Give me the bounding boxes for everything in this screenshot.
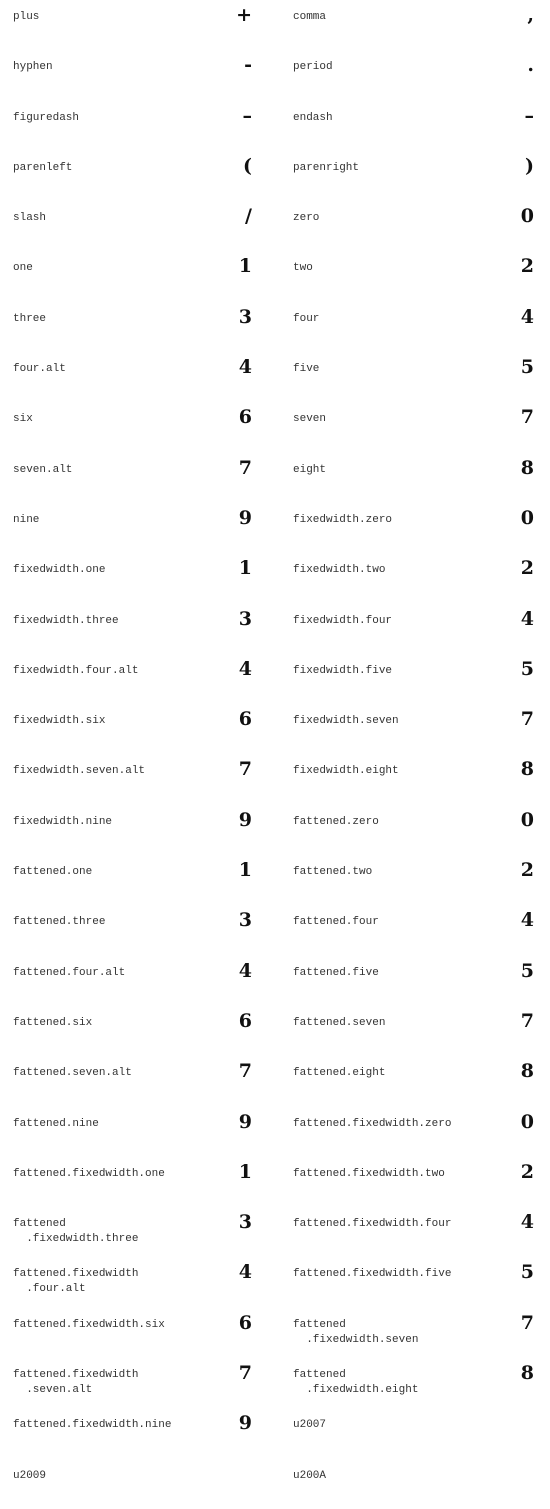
glyph-cell-right — [280, 101, 550, 151]
glyph-name: seven.alt — [13, 463, 73, 476]
glyph-cell-right — [280, 805, 550, 855]
glyph-row — [0, 0, 550, 50]
glyph-name: endash — [293, 111, 333, 124]
glyph-sample: 9 — [238, 808, 252, 831]
glyph-sample: 0 — [520, 808, 534, 831]
glyph-sample: 6 — [238, 1311, 252, 1334]
glyph-name: period — [293, 61, 333, 74]
glyph-cell-left — [0, 453, 280, 503]
glyph-cell-left — [0, 1056, 280, 1106]
glyph-name: plus — [13, 11, 40, 23]
glyph-sample: 8 — [520, 456, 534, 479]
glyph-row — [0, 453, 550, 503]
glyph-sample: 4 — [238, 657, 252, 680]
glyph-sample: , — [527, 4, 534, 26]
glyph-sample: 3 — [238, 1211, 252, 1234]
glyph-cell-left — [0, 754, 280, 804]
glyph-cell-right — [280, 503, 550, 553]
glyph-name: fattened.five — [293, 966, 379, 979]
glyph-sample: ( — [243, 154, 252, 177]
glyph-row — [0, 905, 550, 955]
glyph-cell-right — [280, 402, 550, 452]
glyph-name: fixedwidth.seven.alt — [13, 765, 146, 778]
glyph-name: fattened.fixedwidth.five — [293, 1268, 452, 1281]
glyph-name: fixedwidth.four.alt — [13, 664, 139, 677]
glyph-name: fattened.fixedwidth.four — [293, 1218, 452, 1231]
glyph-sample: 8 — [520, 1060, 534, 1083]
glyph-name: fixedwidth.eight — [293, 765, 399, 778]
glyph-name: three — [13, 312, 47, 325]
glyph-sample: 1 — [238, 255, 252, 278]
glyph-name: fattened.fixedwidth.nine — [13, 1419, 172, 1432]
glyph-name: fattened.fixedwidth .four.alt — [13, 1268, 139, 1296]
glyph-sample: 7 — [238, 1060, 252, 1083]
glyph-cell-right — [280, 251, 550, 301]
glyph-cell-right — [280, 1408, 550, 1458]
glyph-cell-left — [0, 1006, 280, 1056]
glyph-row — [0, 1056, 550, 1106]
glyph-sample: 1 — [238, 1160, 252, 1183]
glyph-name: eight — [293, 463, 327, 476]
glyph-sample: 3 — [238, 305, 252, 328]
glyph-name: fattened.seven.alt — [13, 1067, 132, 1080]
glyph-name: one — [13, 262, 33, 275]
glyph-cell-left — [0, 151, 280, 201]
glyph-cell-right — [280, 1207, 550, 1257]
glyph-cell-left — [0, 1207, 280, 1257]
glyph-name: fattened.zero — [293, 815, 379, 828]
glyph-name: fattened.one — [13, 866, 93, 879]
glyph-cell-left — [0, 704, 280, 754]
glyph-sample: 7 — [238, 456, 252, 479]
glyph-sample: 7 — [238, 1362, 252, 1385]
glyph-cell-right — [280, 1107, 550, 1157]
glyph-sample: 9 — [238, 506, 252, 529]
glyph-cell-right — [280, 956, 550, 1006]
glyph-name: zero — [293, 212, 320, 225]
glyph-sample: 2 — [520, 1160, 534, 1183]
glyph-name: fixedwidth.two — [293, 564, 386, 577]
glyph-name: fixedwidth.zero — [293, 513, 393, 526]
glyph-sample: 6 — [238, 1009, 252, 1032]
glyph-row — [0, 604, 550, 654]
glyph-row — [0, 1257, 550, 1307]
glyph-sample: 7 — [520, 1009, 534, 1032]
glyph-row — [0, 553, 550, 603]
glyph-row — [0, 1157, 550, 1207]
glyph-row — [0, 201, 550, 251]
glyph-row — [0, 251, 550, 301]
glyph-sample: 4 — [520, 909, 534, 932]
glyph-row — [0, 1459, 550, 1509]
glyph-cell-right — [280, 1257, 550, 1307]
glyph-sample: 7 — [520, 1311, 534, 1334]
glyph-name: slash — [13, 212, 47, 225]
glyph-name: u2007 — [293, 1419, 327, 1432]
glyph-cell-right — [280, 704, 550, 754]
glyph-cell-right — [280, 654, 550, 704]
glyph-name: fattened .fixedwidth.seven — [293, 1318, 419, 1346]
glyph-row — [0, 956, 550, 1006]
glyph-row — [0, 704, 550, 754]
glyph-cell-left — [0, 1107, 280, 1157]
glyph-row — [0, 352, 550, 402]
glyph-name: fattened.two — [293, 866, 373, 879]
glyph-cell-left — [0, 503, 280, 553]
glyph-sample: 0 — [520, 506, 534, 529]
glyph-name: fattened.nine — [13, 1117, 99, 1130]
glyph-sample: 1 — [238, 859, 252, 882]
glyph-sample: - — [244, 54, 252, 77]
glyph-row — [0, 1006, 550, 1056]
glyph-row — [0, 1358, 550, 1408]
glyph-name: fattened.fixedwidth.one — [13, 1167, 165, 1180]
glyph-sample: 2 — [520, 859, 534, 882]
glyph-cell-left — [0, 201, 280, 251]
glyph-sample: ) — [525, 154, 534, 177]
glyph-sample: 2 — [520, 255, 534, 278]
glyph-row — [0, 855, 550, 905]
glyph-sample: 7 — [520, 406, 534, 429]
glyph-name: fattened.fixedwidth.six — [13, 1318, 165, 1331]
glyph-sample: 0 — [520, 1110, 534, 1133]
glyph-cell-right — [280, 553, 550, 603]
glyph-name: fattened.seven — [293, 1016, 386, 1029]
glyph-name: parenleft — [13, 161, 73, 174]
glyph-cell-right — [280, 1056, 550, 1106]
glyph-sample: 7 — [520, 708, 534, 731]
glyph-cell-left — [0, 855, 280, 905]
glyph-name: seven — [293, 413, 327, 426]
glyph-cell-left — [0, 402, 280, 452]
glyph-cell-left — [0, 1157, 280, 1207]
glyph-name: four.alt — [13, 363, 66, 376]
glyph-cell-left — [0, 905, 280, 955]
glyph-row — [0, 1207, 550, 1257]
glyph-cell-left — [0, 101, 280, 151]
glyph-row — [0, 1408, 550, 1458]
glyph-sample: 6 — [238, 708, 252, 731]
glyph-name: parenright — [293, 161, 360, 174]
glyph-name: fattened.fixedwidth .seven.alt — [13, 1369, 139, 1397]
glyph-name: fattened.eight — [293, 1067, 386, 1080]
glyph-cell-left — [0, 553, 280, 603]
glyph-name: fattened.fixedwidth.two — [293, 1167, 445, 1180]
glyph-row — [0, 151, 550, 201]
glyph-cell-left — [0, 805, 280, 855]
glyph-cell-right — [280, 201, 550, 251]
glyph-sample: 5 — [520, 657, 534, 680]
glyph-cell-right — [280, 453, 550, 503]
glyph-name: fattened.three — [13, 916, 106, 929]
glyph-sample: . — [527, 54, 534, 77]
glyph-sample: 4 — [238, 1261, 252, 1284]
glyph-sample: 6 — [238, 406, 252, 429]
glyph-cell-left — [0, 604, 280, 654]
glyph-sample: 5 — [520, 356, 534, 379]
glyph-sample: 5 — [520, 1261, 534, 1284]
glyph-row — [0, 805, 550, 855]
glyph-cell-left — [0, 50, 280, 100]
glyph-sample: 3 — [238, 607, 252, 630]
glyph-cell-right — [280, 0, 550, 50]
glyph-cell-right — [280, 1006, 550, 1056]
glyph-cell-left — [0, 956, 280, 1006]
glyph-cell-right — [280, 50, 550, 100]
glyph-sample: 9 — [238, 1110, 252, 1133]
glyph-row — [0, 402, 550, 452]
glyph-cell-left — [0, 251, 280, 301]
glyph-name: fixedwidth.four — [293, 614, 393, 627]
glyph-row — [0, 1308, 550, 1358]
glyph-name: hyphen — [13, 61, 53, 74]
glyph-cell-left — [0, 1408, 280, 1458]
glyph-name: fixedwidth.six — [13, 715, 106, 728]
glyph-name: fattened.four — [293, 916, 379, 929]
glyph-name: nine — [13, 513, 40, 526]
glyph-row — [0, 101, 550, 151]
glyph-cell-right — [280, 905, 550, 955]
glyph-row — [0, 1107, 550, 1157]
glyph-cell-left — [0, 1257, 280, 1307]
glyph-cell-right — [280, 1358, 550, 1408]
glyph-name: fattened.four.alt — [13, 966, 126, 979]
glyph-row — [0, 754, 550, 804]
glyph-sample: 2 — [520, 557, 534, 580]
glyph-name: fattened.six — [13, 1016, 93, 1029]
glyph-name: fixedwidth.one — [13, 564, 106, 577]
glyph-sample: – — [524, 104, 534, 127]
glyph-cell-left — [0, 1358, 280, 1408]
glyph-cell-right — [280, 754, 550, 804]
glyph-name: fattened .fixedwidth.eight — [293, 1369, 419, 1397]
glyph-name: fixedwidth.three — [13, 614, 119, 627]
glyph-cell-right — [280, 1459, 550, 1509]
glyph-sample: 8 — [520, 758, 534, 781]
glyph-name: fixedwidth.nine — [13, 815, 113, 828]
glyph-cell-left — [0, 0, 280, 50]
glyph-sample: 3 — [238, 909, 252, 932]
glyph-row — [0, 302, 550, 352]
glyph-sample: 4 — [238, 356, 252, 379]
glyph-sample: 9 — [238, 1412, 252, 1435]
glyph-cell-right — [280, 1308, 550, 1358]
glyph-name: fixedwidth.seven — [293, 715, 399, 728]
glyph-cell-left — [0, 1459, 280, 1509]
glyph-sample: 4 — [520, 1211, 534, 1234]
glyph-name: u2009 — [13, 1469, 47, 1482]
glyph-cell-left — [0, 654, 280, 704]
glyph-cell-right — [280, 151, 550, 201]
glyph-name: fattened .fixedwidth.three — [13, 1218, 139, 1246]
glyph-cell-right — [280, 352, 550, 402]
glyph-name: six — [13, 413, 33, 426]
glyph-sample: 4 — [520, 305, 534, 328]
glyph-cell-left — [0, 1308, 280, 1358]
glyph-row — [0, 503, 550, 553]
glyph-cell-right — [280, 604, 550, 654]
glyph-sample: / — [245, 205, 252, 228]
glyph-sample: 8 — [520, 1362, 534, 1385]
glyph-sample: 7 — [238, 758, 252, 781]
glyph-name: comma — [293, 11, 327, 23]
glyph-name: figuredash — [13, 111, 80, 124]
glyph-cell-right — [280, 1157, 550, 1207]
glyph-cell-right — [280, 855, 550, 905]
glyph-row — [0, 654, 550, 704]
glyph-name: u200A — [293, 1469, 327, 1482]
glyph-sample: 5 — [520, 959, 534, 982]
glyph-name: fixedwidth.five — [293, 664, 393, 677]
glyph-cell-left — [0, 352, 280, 402]
glyph-name: two — [293, 262, 313, 275]
glyph-row — [0, 50, 550, 100]
glyph-cell-left — [0, 302, 280, 352]
glyph-sample: 4 — [238, 959, 252, 982]
glyph-name: four — [293, 312, 320, 325]
glyph-cell-right — [280, 302, 550, 352]
glyph-sample: 4 — [520, 607, 534, 630]
glyph-sample: 0 — [520, 205, 534, 228]
glyph-sample: 1 — [238, 557, 252, 580]
glyph-name: fattened.fixedwidth.zero — [293, 1117, 452, 1130]
glyph-sample: – — [242, 104, 252, 127]
glyph-sample: + — [236, 4, 252, 26]
glyph-name: five — [293, 363, 320, 376]
